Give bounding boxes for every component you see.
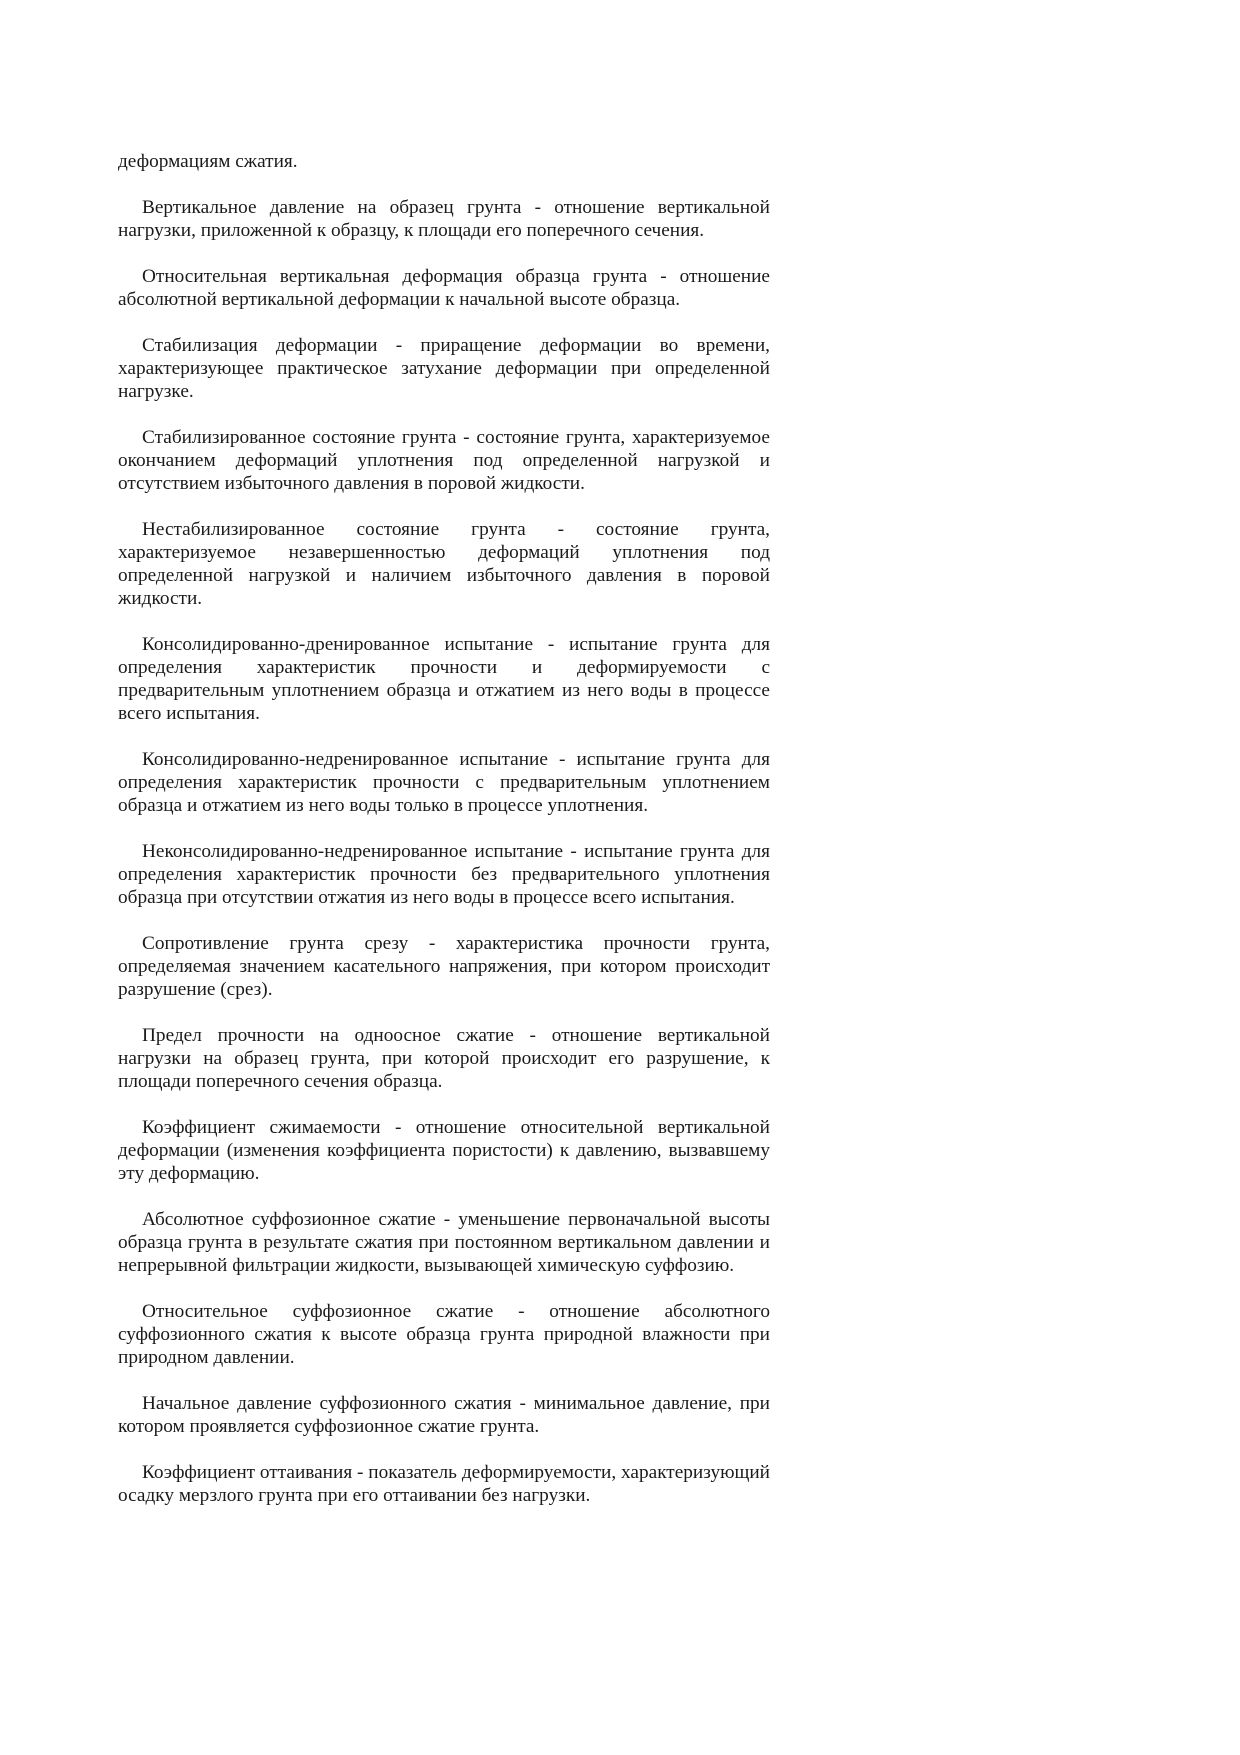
paragraph-initial-suffosion-pressure: Начальное давление суффозионного сжатия - минимальное давление, при котором проявляется суффозионное сжатие грунта. xyxy=(118,1393,770,1437)
paragraph-unstabilized-state: Нестабилизированное состояние грунта - состояние грунта, характеризуемое незавершенностью деформаций уплотнения под определенной нагрузкой и наличием избыточного давления в поровой жидкости. xyxy=(118,519,770,609)
paragraph-shear-resistance: Сопротивление грунта срезу - характеристика прочности грунта, определяемая значением касательного напряжения, при котором происходит разрушение (срез). xyxy=(118,933,770,1000)
paragraph-stabilized-state: Стабилизированное состояние грунта - состояние грунта, характеризуемое окончанием деформаций уплотнения под определенной нагрузкой и отсутствием избыточного давления в поровой жидкости. xyxy=(118,427,770,494)
paragraph-compressibility-coefficient: Коэффициент сжимаемости - отношение относительной вертикальной деформации (изменения коэффициента пористости) к давлению, вызвавшему эту деформацию. xyxy=(118,1117,770,1184)
paragraph-consolidated-undrained-test: Консолидированно-недренированное испытание - испытание грунта для определения характеристик прочности с предварительным уплотнением образца и отжатием из него воды только в процессе уплотнения. xyxy=(118,749,770,816)
paragraph-relative-suffosion-compression: Относительное суффозионное сжатие - отношение абсолютного суффозионного сжатия к высоте образца грунта природной влажности при природном давлении. xyxy=(118,1301,770,1368)
paragraph-absolute-suffosion-compression: Абсолютное суффозионное сжатие - уменьшение первоначальной высоты образца грунта в результате сжатия при постоянном вертикальном давлении и непрерывной фильтрации жидкости, вызывающей химическую суффозию. xyxy=(118,1209,770,1276)
paragraph-consolidated-drained-test: Консолидированно-дренированное испытание - испытание грунта для определения характеристик прочности и деформируемости с предварительным уплотнением образца и отжатием из него воды в процессе всего испытания. xyxy=(118,634,770,724)
paragraph-vertical-pressure: Вертикальное давление на образец грунта - отношение вертикальной нагрузки, приложенной к образцу, к площади его поперечного сечения. xyxy=(118,197,770,241)
paragraph-unconsolidated-undrained-test: Неконсолидированно-недренированное испытание - испытание грунта для определения характеристик прочности без предварительного уплотнения образца при отсутствии отжатия из него воды в процессе всего испытания. xyxy=(118,841,770,908)
paragraph-thawing-coefficient: Коэффициент оттаивания - показатель деформируемости, характеризующий осадку мерзлого грунта при его оттаивании без нагрузки. xyxy=(118,1462,770,1506)
paragraph-deformation-stabilization: Стабилизация деформации - приращение деформации во времени, характеризующее практическое затухание деформации при определенной нагрузке. xyxy=(118,335,770,402)
paragraph-continuation: деформациям сжатия. xyxy=(118,151,298,172)
paragraph-relative-deformation: Относительная вертикальная деформация образца грунта - отношение абсолютной вертикальной деформации к начальной высоте образца. xyxy=(118,266,770,310)
paragraph-uniaxial-strength: Предел прочности на одноосное сжатие - отношение вертикальной нагрузки на образец грунта, при которой происходит его разрушение, к площади поперечного сечения образца. xyxy=(118,1025,770,1092)
document-body xyxy=(118,150,770,1507)
